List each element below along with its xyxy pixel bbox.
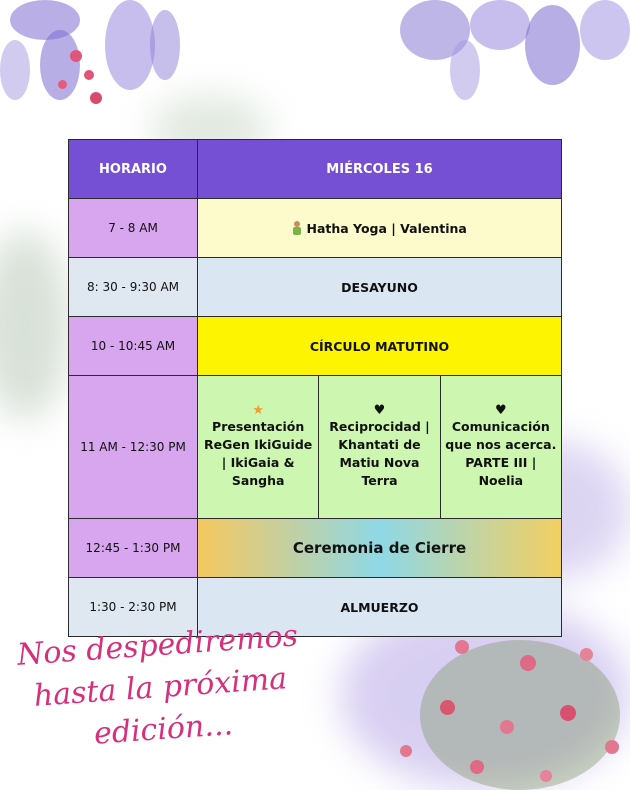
closing-line: edición... — [92, 707, 234, 752]
day-column-header: MIÉRCOLES 16 — [198, 140, 562, 199]
session-cell — [319, 376, 440, 519]
time-cell: 7 - 8 AM — [69, 199, 198, 258]
time-column-header: HORARIO — [69, 140, 198, 199]
table-row — [69, 199, 562, 258]
table-header-row — [69, 140, 562, 199]
time-cell: 8: 30 - 9:30 AM — [69, 258, 198, 317]
session-title: Reciprocidad | Khantati de Matiu Nova Terra — [329, 418, 430, 489]
person-icon — [292, 221, 302, 235]
activity-cell: Ceremonia de Cierre — [198, 519, 562, 578]
heart-icon: ♥ — [495, 402, 507, 418]
time-cell: 11 AM - 12:30 PM — [69, 376, 198, 519]
time-cell: 1:30 - 2:30 PM — [69, 578, 198, 637]
table-row — [69, 376, 562, 519]
table-row — [69, 519, 562, 578]
activity-label: Hatha Yoga | Valentina — [306, 220, 467, 236]
session-cell — [198, 376, 319, 519]
closing-line: Nos despediremos — [15, 618, 300, 673]
session-title: Comunicación que nos acerca. PARTE III | Noelia — [445, 418, 557, 489]
time-cell: 12:45 - 1:30 PM — [69, 519, 198, 578]
closing-message — [14, 615, 307, 761]
star-icon: ★ — [252, 402, 264, 418]
activity-cell: ALMUERZO — [198, 578, 562, 637]
schedule-table — [68, 139, 562, 637]
session-title: Presentación ReGen IkiGuide | IkiGaia & Sangha — [204, 418, 313, 489]
session-cell — [440, 376, 561, 519]
table-row — [69, 317, 562, 376]
activity-cell: DESAYUNO — [198, 258, 562, 317]
closing-line: hasta la próxima — [32, 661, 289, 714]
green-wash-left — [0, 230, 70, 420]
heart-icon: ♥ — [373, 402, 386, 418]
table-row — [69, 258, 562, 317]
activity-cell: CÍRCULO MATUTINO — [198, 317, 562, 376]
time-cell: 10 - 10:45 AM — [69, 317, 198, 376]
activity-cell — [198, 199, 562, 258]
